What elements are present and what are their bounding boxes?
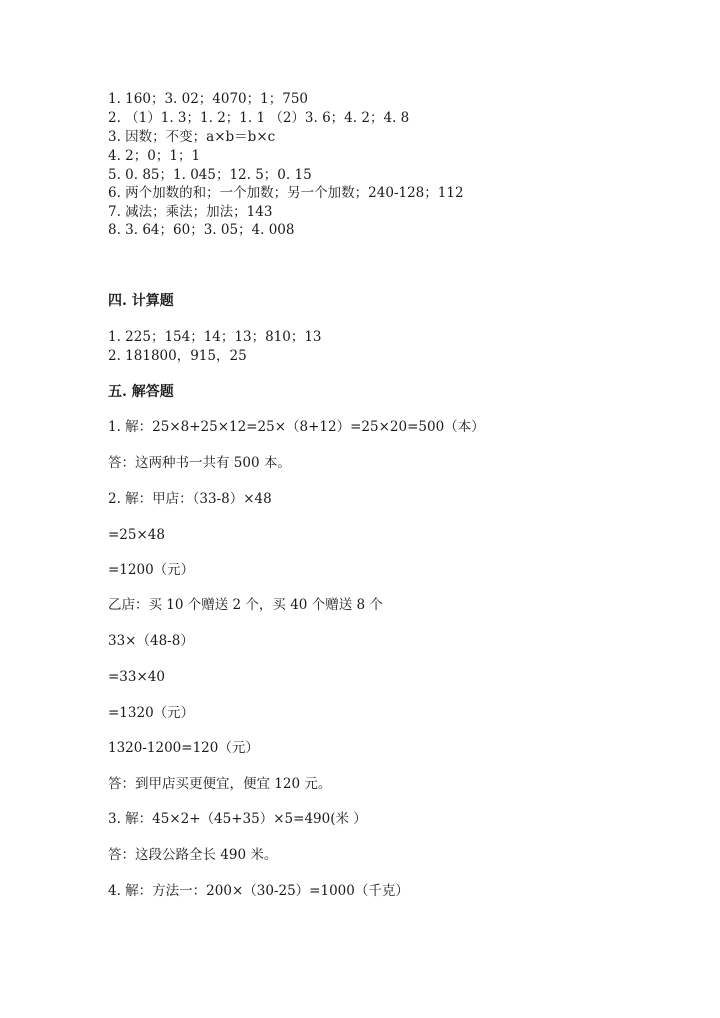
solution-line: 答：到甲店买更便宜，便宜 120 元。 xyxy=(108,776,332,792)
section-4-heading: 四. 计算题 xyxy=(108,293,174,309)
solution-line: =33×40 xyxy=(108,669,165,685)
solution-line: 2. 解：甲店：（33-8）×48 xyxy=(108,491,272,507)
answer-3-6: 6. 两个加数的和；一个加数；另一个加数；240-128；112 xyxy=(108,185,464,201)
answer-3-5: 5. 0. 85；1. 045；12. 5；0. 15 xyxy=(108,167,312,183)
solution-line: 1320-1200=120（元） xyxy=(108,740,259,756)
solution-line: 1. 解：25×8+25×12=25×（8+12）=25×20=500（本） xyxy=(108,419,485,435)
answer-3-7: 7. 减法；乘法；加法；143 xyxy=(108,204,273,220)
solution-line: 4. 解：方法一：200×（30-25）=1000（千克） xyxy=(108,883,409,899)
solution-line: =25×48 xyxy=(108,527,165,543)
solution-line: 3. 解：45×2+（45+35）×5=490(米 ） xyxy=(108,811,367,827)
solution-line: 答：这两种书一共有 500 本。 xyxy=(108,455,291,471)
answer-4-2: 2. 181800，915，25 xyxy=(108,348,247,364)
solution-line: =1200（元） xyxy=(108,562,195,578)
answer-3-3: 3. 因数；不变；a×b＝b×c xyxy=(108,129,276,145)
answer-3-1: 1. 160；3. 02；4070；1；750 xyxy=(108,91,309,107)
answer-3-4: 4. 2；0；1；1 xyxy=(108,148,201,164)
answer-3-8: 8. 3. 64；60；3. 05；4. 008 xyxy=(108,222,295,238)
section-5-heading: 五. 解答题 xyxy=(108,384,174,400)
solution-line: 答：这段公路全长 490 米。 xyxy=(108,847,278,863)
answer-3-2: 2. （1）1. 3；1. 2；1. 1 （2）3. 6；4. 2；4. 8 xyxy=(108,110,410,126)
solution-line: 33×（48-8） xyxy=(108,633,194,649)
solution-line: =1320（元） xyxy=(108,705,195,721)
solution-line: 乙店：买 10 个赠送 2 个，买 40 个赠送 8 个 xyxy=(108,597,383,613)
answer-4-1: 1. 225；154；14；13；810；13 xyxy=(108,329,322,345)
